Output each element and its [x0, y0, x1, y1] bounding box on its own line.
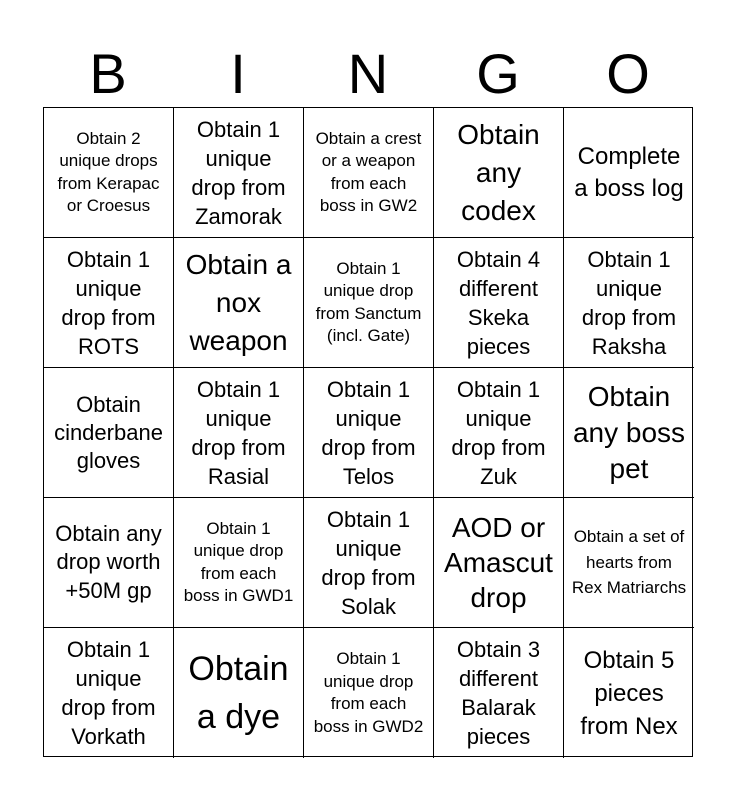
bingo-cell-r2c1[interactable] — [44, 238, 174, 368]
bingo-cell-r5c5[interactable] — [564, 628, 694, 758]
bingo-cell-r5c2[interactable] — [174, 628, 304, 758]
cell-text: Obtain a crest or a weapon from each boss in GW2 — [315, 128, 422, 215]
cell-text: Obtain any drop worth +50M gp — [55, 520, 162, 603]
bingo-cell-r1c1[interactable] — [44, 108, 174, 238]
cell-text: Obtain 1 unique drop from Raksha — [581, 246, 677, 359]
cell-text: Obtain a nox weapon — [185, 248, 292, 356]
bingo-cell-r2c2[interactable] — [174, 238, 304, 368]
bingo-cell-r3c4[interactable] — [434, 368, 564, 498]
header-letter-b: B — [89, 42, 127, 105]
bingo-header — [43, 40, 693, 108]
bingo-cell-r3c2[interactable] — [174, 368, 304, 498]
cell-text: Obtain 5 pieces from Nex — [580, 646, 678, 740]
header-letter-i: I — [230, 42, 246, 105]
bingo-cell-r3c3[interactable] — [304, 368, 434, 498]
bingo-cell-r1c4[interactable] — [434, 108, 564, 238]
cell-text: Obtain 1 unique drop from Solak — [321, 506, 416, 619]
cell-text: Obtain 1 unique drop from ROTS — [61, 246, 156, 359]
bingo-cell-r4c5[interactable] — [564, 498, 694, 628]
bingo-board — [43, 107, 693, 757]
bingo-cell-r5c1[interactable] — [44, 628, 174, 758]
cell-text: Obtain 3 different Balarak pieces — [456, 637, 541, 749]
cell-text: Obtain 1 unique drop from Vorkath — [61, 637, 156, 749]
bingo-cell-r1c2[interactable] — [174, 108, 304, 238]
cell-text: Obtain 1 unique drop from Zuk — [451, 376, 546, 489]
bingo-cell-r3c1[interactable] — [44, 368, 174, 498]
header-letter-n: N — [347, 42, 389, 105]
bingo-cell-r4c3[interactable] — [304, 498, 434, 628]
bingo-cell-r4c2[interactable] — [174, 498, 304, 628]
cell-text: Obtain 1 unique drop from each boss in GWD1 — [183, 518, 294, 605]
cell-text: Complete a boss log — [574, 142, 684, 202]
cell-text: Obtain 2 unique drops from Kerapac or Croesus — [57, 128, 160, 215]
bingo-cell-r4c4[interactable] — [434, 498, 564, 628]
bingo-cell-r3c5[interactable] — [564, 368, 694, 498]
cell-text: Obtain any codex — [457, 118, 540, 226]
bingo-cell-r4c1[interactable] — [44, 498, 174, 628]
bingo-cell-r5c4[interactable] — [434, 628, 564, 758]
cell-text: Obtain 1 unique drop from each boss in GWD2 — [313, 649, 424, 736]
cell-text: Obtain 4 different Skeka pieces — [456, 246, 541, 359]
bingo-cell-r2c4[interactable] — [434, 238, 564, 368]
cell-text: Obtain a dye — [188, 650, 289, 736]
cell-text: Obtain 1 unique drop from Telos — [321, 376, 416, 489]
bingo-cell-r1c5[interactable] — [564, 108, 694, 238]
bingo-cell-r2c5[interactable] — [564, 238, 694, 368]
cell-text: Obtain 1 unique drop from Sanctum (incl. Gate) — [315, 258, 422, 345]
bingo-cell-r5c3[interactable] — [304, 628, 434, 758]
cell-text: Obtain any boss pet — [572, 380, 686, 484]
cell-text: Obtain cinderbane gloves — [54, 391, 163, 473]
header-letter-o: O — [606, 42, 650, 105]
cell-text: Obtain 1 unique drop from Rasial — [191, 376, 286, 489]
cell-text: Obtain a set of hearts from Rex Matriarchs — [571, 527, 687, 598]
header-letter-g: G — [476, 42, 520, 105]
bingo-cell-r1c3[interactable] — [304, 108, 434, 238]
bingo-cell-r2c3[interactable] — [304, 238, 434, 368]
cell-text: AOD or Amascut drop — [444, 512, 553, 613]
cell-text: Obtain 1 unique drop from Zamorak — [191, 116, 286, 229]
